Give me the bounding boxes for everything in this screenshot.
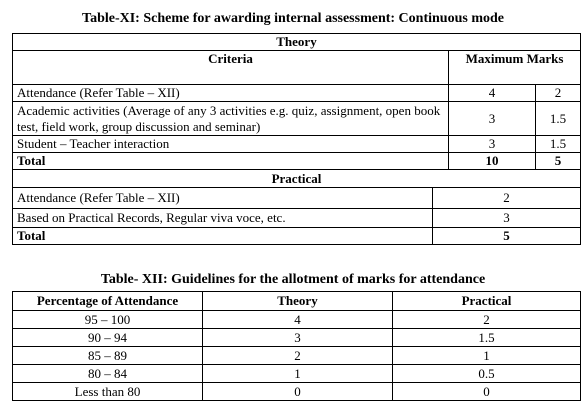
theory-total-row	[13, 153, 581, 170]
practical-marks-cell: 3	[433, 209, 581, 228]
theory-section-row	[13, 34, 581, 51]
practical-marks-cell: 2	[433, 188, 581, 209]
practical-cell: 1	[393, 347, 581, 365]
theory-cell: 1	[203, 365, 393, 383]
practical-cell: 1.5	[393, 329, 581, 347]
theory-marks-cell: 3	[449, 136, 536, 153]
theory-marks-cell: 4	[449, 85, 536, 102]
scaled-marks-cell: 1.5	[536, 136, 581, 153]
table-row	[13, 85, 581, 102]
total-practical-marks: 5	[433, 228, 581, 245]
percentage-cell: 80 – 84	[13, 365, 203, 383]
theory-cell: 2	[203, 347, 393, 365]
theory-header-row	[13, 51, 581, 85]
criteria-cell: Attendance (Refer Table – XII)	[13, 188, 433, 209]
internal-assessment-table	[12, 33, 581, 245]
table-row	[13, 102, 581, 136]
attendance-marks-table	[12, 291, 581, 401]
table-row	[13, 365, 581, 383]
scaled-marks-cell: 1.5	[536, 102, 581, 136]
percentage-cell: 95 – 100	[13, 311, 203, 329]
total-label: Total	[13, 228, 433, 245]
practical-cell: 0	[393, 383, 581, 401]
table-11-caption: Table-XI: Scheme for awarding internal assessment: Continuous mode	[82, 11, 504, 26]
table-12-caption: Table- XII: Guidelines for the allotment of marks for attendance	[100, 272, 486, 287]
practical-header: Practical	[393, 292, 581, 311]
theory-header: Theory	[203, 292, 393, 311]
practical-cell: 0.5	[393, 365, 581, 383]
practical-section-title: Practical	[13, 170, 581, 188]
table-row	[13, 136, 581, 153]
scaled-marks-cell: 2	[536, 85, 581, 102]
total-theory-marks: 10	[449, 153, 536, 170]
table-row	[13, 329, 581, 347]
practical-cell: 2	[393, 311, 581, 329]
criteria-cell: Based on Practical Records, Regular viva voce, etc.	[13, 209, 433, 228]
table-row	[13, 311, 581, 329]
total-scaled-marks: 5	[536, 153, 581, 170]
criteria-header: Criteria	[13, 51, 449, 85]
practical-total-row	[13, 228, 581, 245]
theory-cell: 4	[203, 311, 393, 329]
header-row	[13, 292, 581, 311]
criteria-cell: Student – Teacher interaction	[13, 136, 449, 153]
table-row	[13, 383, 581, 401]
total-label: Total	[13, 153, 449, 170]
percentage-cell: 90 – 94	[13, 329, 203, 347]
theory-marks-cell: 3	[449, 102, 536, 136]
theory-cell: 0	[203, 383, 393, 401]
criteria-cell: Academic activities (Average of any 3 activities e.g. quiz, assignment, open book test, field work, group discussion and seminar)	[13, 102, 449, 136]
table-row	[13, 188, 581, 209]
practical-section-row	[13, 170, 581, 188]
max-marks-header: Maximum Marks	[449, 51, 581, 85]
percentage-header: Percentage of Attendance	[13, 292, 203, 311]
theory-section-title: Theory	[13, 34, 581, 51]
criteria-cell: Attendance (Refer Table – XII)	[13, 85, 449, 102]
table-row	[13, 347, 581, 365]
table-row	[13, 209, 581, 228]
percentage-cell: Less than 80	[13, 383, 203, 401]
theory-cell: 3	[203, 329, 393, 347]
percentage-cell: 85 – 89	[13, 347, 203, 365]
